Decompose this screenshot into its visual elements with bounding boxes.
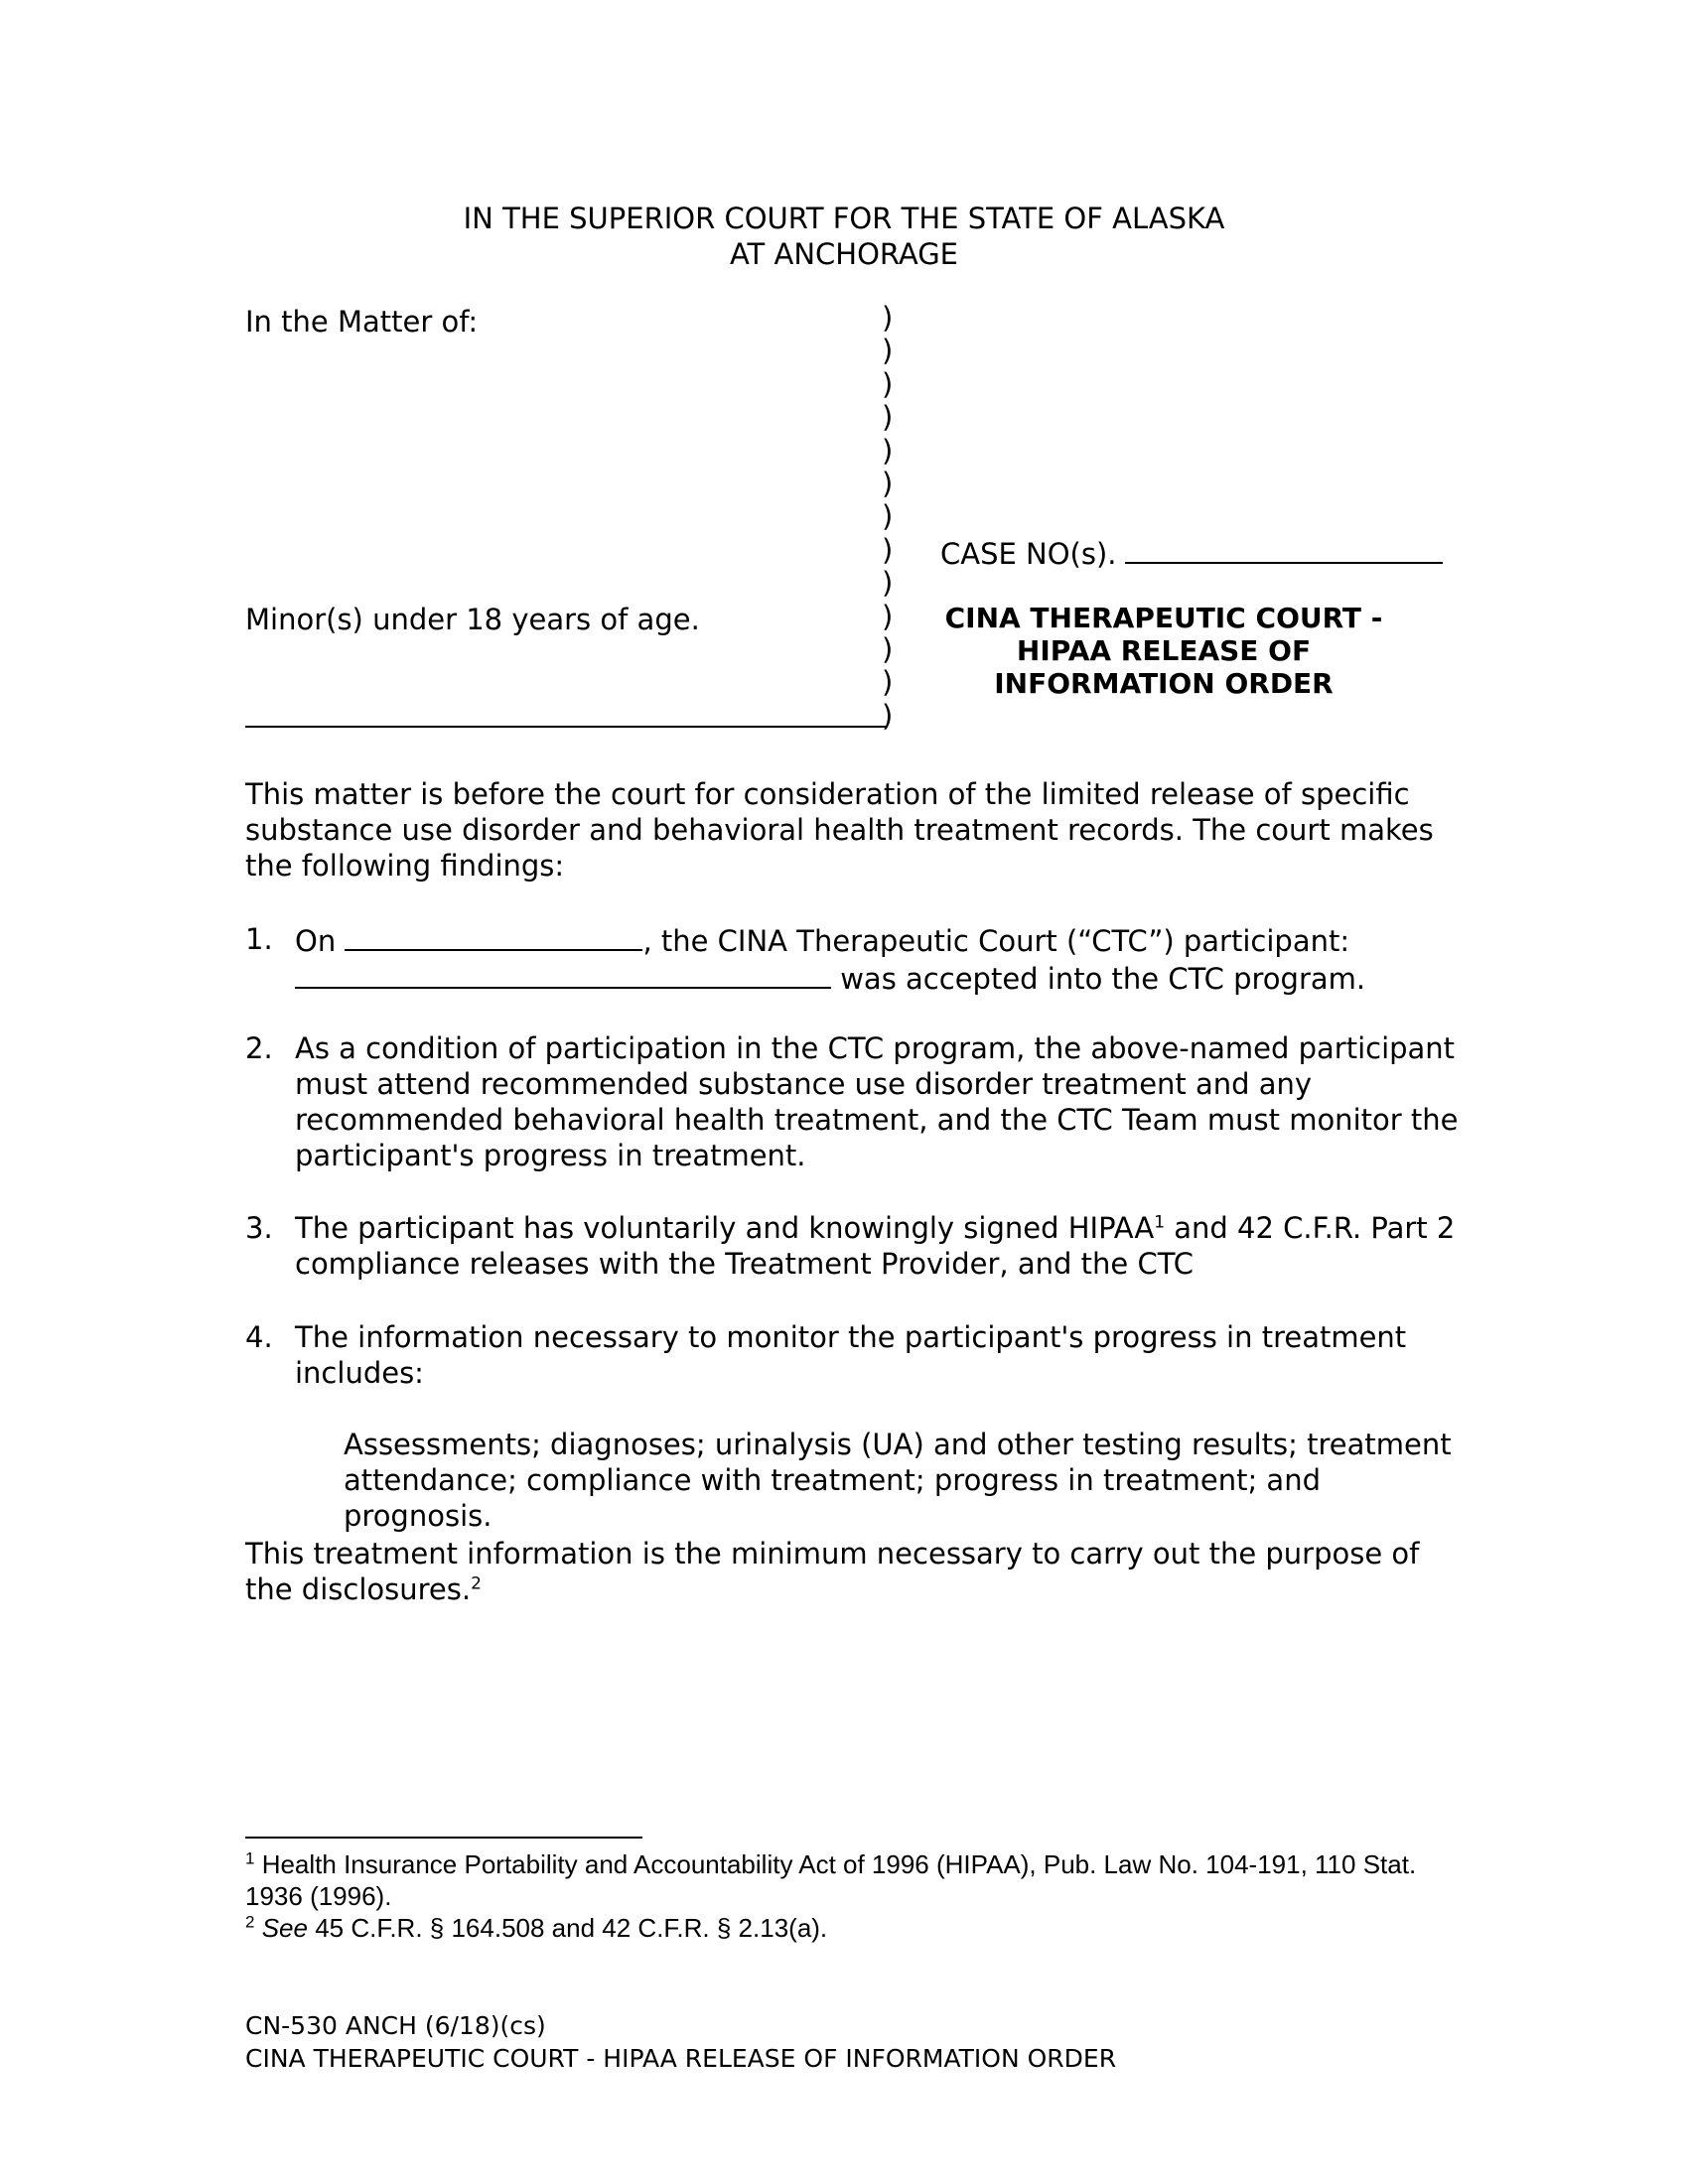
- footnote-ref-2: 2: [471, 1573, 482, 1594]
- document-title-line: INFORMATION ORDER: [994, 667, 1334, 700]
- form-id: CN-530 ANCH (6/18)(cs): [245, 2011, 546, 2040]
- finding-3-number: 3.: [245, 1211, 273, 1245]
- court-header: [0, 201, 1688, 272]
- finding-1-after-date: , the CINA Therapeutic Court (“CTC”) participant:: [642, 924, 1350, 958]
- caption-paren: ): [882, 433, 894, 468]
- intro-paragraph: This matter is before the court for consideration of the limited release of specific substance use disorder and behavioral health treatment records. The court makes the following findings:: [245, 777, 1434, 883]
- footnote-divider: [245, 1837, 642, 1839]
- finding-1-text: [295, 921, 1467, 997]
- caption-paren: ): [882, 599, 894, 633]
- finding-4-text: The information necessary to monitor the participant's progress in treatment includes:: [295, 1320, 1407, 1390]
- finding-4-info-list: Assessments; diagnoses; urinalysis (UA) and other testing results; treatment attendance; compliance with treatment; progress in treatment; and prognosis.: [344, 1428, 1452, 1533]
- caption-paren: ): [882, 566, 894, 601]
- caption-paren: ): [882, 466, 894, 500]
- footnote-2-see: See: [261, 1913, 308, 1943]
- caption-paren: ): [882, 665, 894, 700]
- closing-paragraph: [245, 1536, 1457, 1607]
- closing-text: This treatment information is the minimum necessary to carry out the purpose of the disclosures.: [245, 1537, 1420, 1606]
- finding-1-number: 1.: [245, 922, 273, 956]
- caption-paren: ): [882, 334, 894, 368]
- finding-2-number: 2.: [245, 1031, 273, 1065]
- footnotes: [245, 1848, 1437, 1944]
- participant-name-input[interactable]: [295, 959, 831, 989]
- form-footer: [245, 2009, 1536, 2075]
- finding-3-text-b: and 42 C.F.R. Part 2 compliance releases with the Treatment Provider, and the CTC: [295, 1211, 1456, 1281]
- case-number-field: [940, 536, 1443, 572]
- caption-paren: ): [882, 301, 894, 335]
- document-title-line: HIPAA RELEASE OF: [1016, 634, 1312, 667]
- footnote-1: [245, 1848, 1437, 1912]
- case-number-label: CASE NO(s).: [940, 537, 1117, 571]
- court-location: AT ANCHORAGE: [729, 237, 959, 271]
- footnote-2: [245, 1912, 1437, 1944]
- form-footer-title: CINA THERAPEUTIC COURT - HIPAA RELEASE OF INFORMATION ORDER: [245, 2044, 1117, 2073]
- footnote-1-text: Health Insurance Portability and Accountability Act of 1996 (HIPAA), Pub. Law No. 104-191, 110 Stat. 1936 (1996).: [245, 1849, 1417, 1911]
- document-title: [906, 602, 1422, 700]
- finding-1-after-name: was accepted into the CTC program.: [840, 962, 1366, 996]
- caption-paren: ): [882, 366, 894, 401]
- caption-paren: ): [882, 400, 894, 435]
- footnote-1-number: 1: [245, 1848, 255, 1868]
- footnote-2-text: 45 C.F.R. § 164.508 and 42 C.F.R. § 2.13(a).: [307, 1913, 828, 1943]
- footnote-2-number: 2: [245, 1912, 255, 1932]
- footnote-ref-1: 1: [1154, 1212, 1166, 1233]
- finding-2-text: As a condition of participation in the CTC program, the above-named participant must attend recommended substance use disorder treatment and any recommended behavioral health treatment, and the CTC Team must monitor the participant's progress in treatment.: [295, 1031, 1459, 1172]
- finding-3-text-a: The participant has voluntarily and knowingly signed HIPAA: [295, 1211, 1155, 1245]
- case-number-input[interactable]: [1125, 536, 1443, 564]
- document-title-line: CINA THERAPEUTIC COURT -: [944, 602, 1383, 634]
- caption-paren: ): [882, 631, 894, 666]
- court-name: IN THE SUPERIOR COURT FOR THE STATE OF ALASKA: [463, 202, 1225, 235]
- caption-paren: ): [882, 532, 894, 567]
- caption-signature-line: [245, 726, 887, 728]
- caption-paren: ): [882, 499, 894, 534]
- matter-label: In the Matter of:: [245, 305, 479, 339]
- minor-label: Minor(s) under 18 years of age.: [245, 603, 700, 636]
- finding-4-number: 4.: [245, 1320, 273, 1354]
- caption-parens: [882, 302, 893, 733]
- finding-3-text: [295, 1210, 1467, 1282]
- finding-1-on: On: [295, 924, 337, 958]
- caption-paren: ): [882, 698, 894, 733]
- acceptance-date-input[interactable]: [345, 921, 642, 951]
